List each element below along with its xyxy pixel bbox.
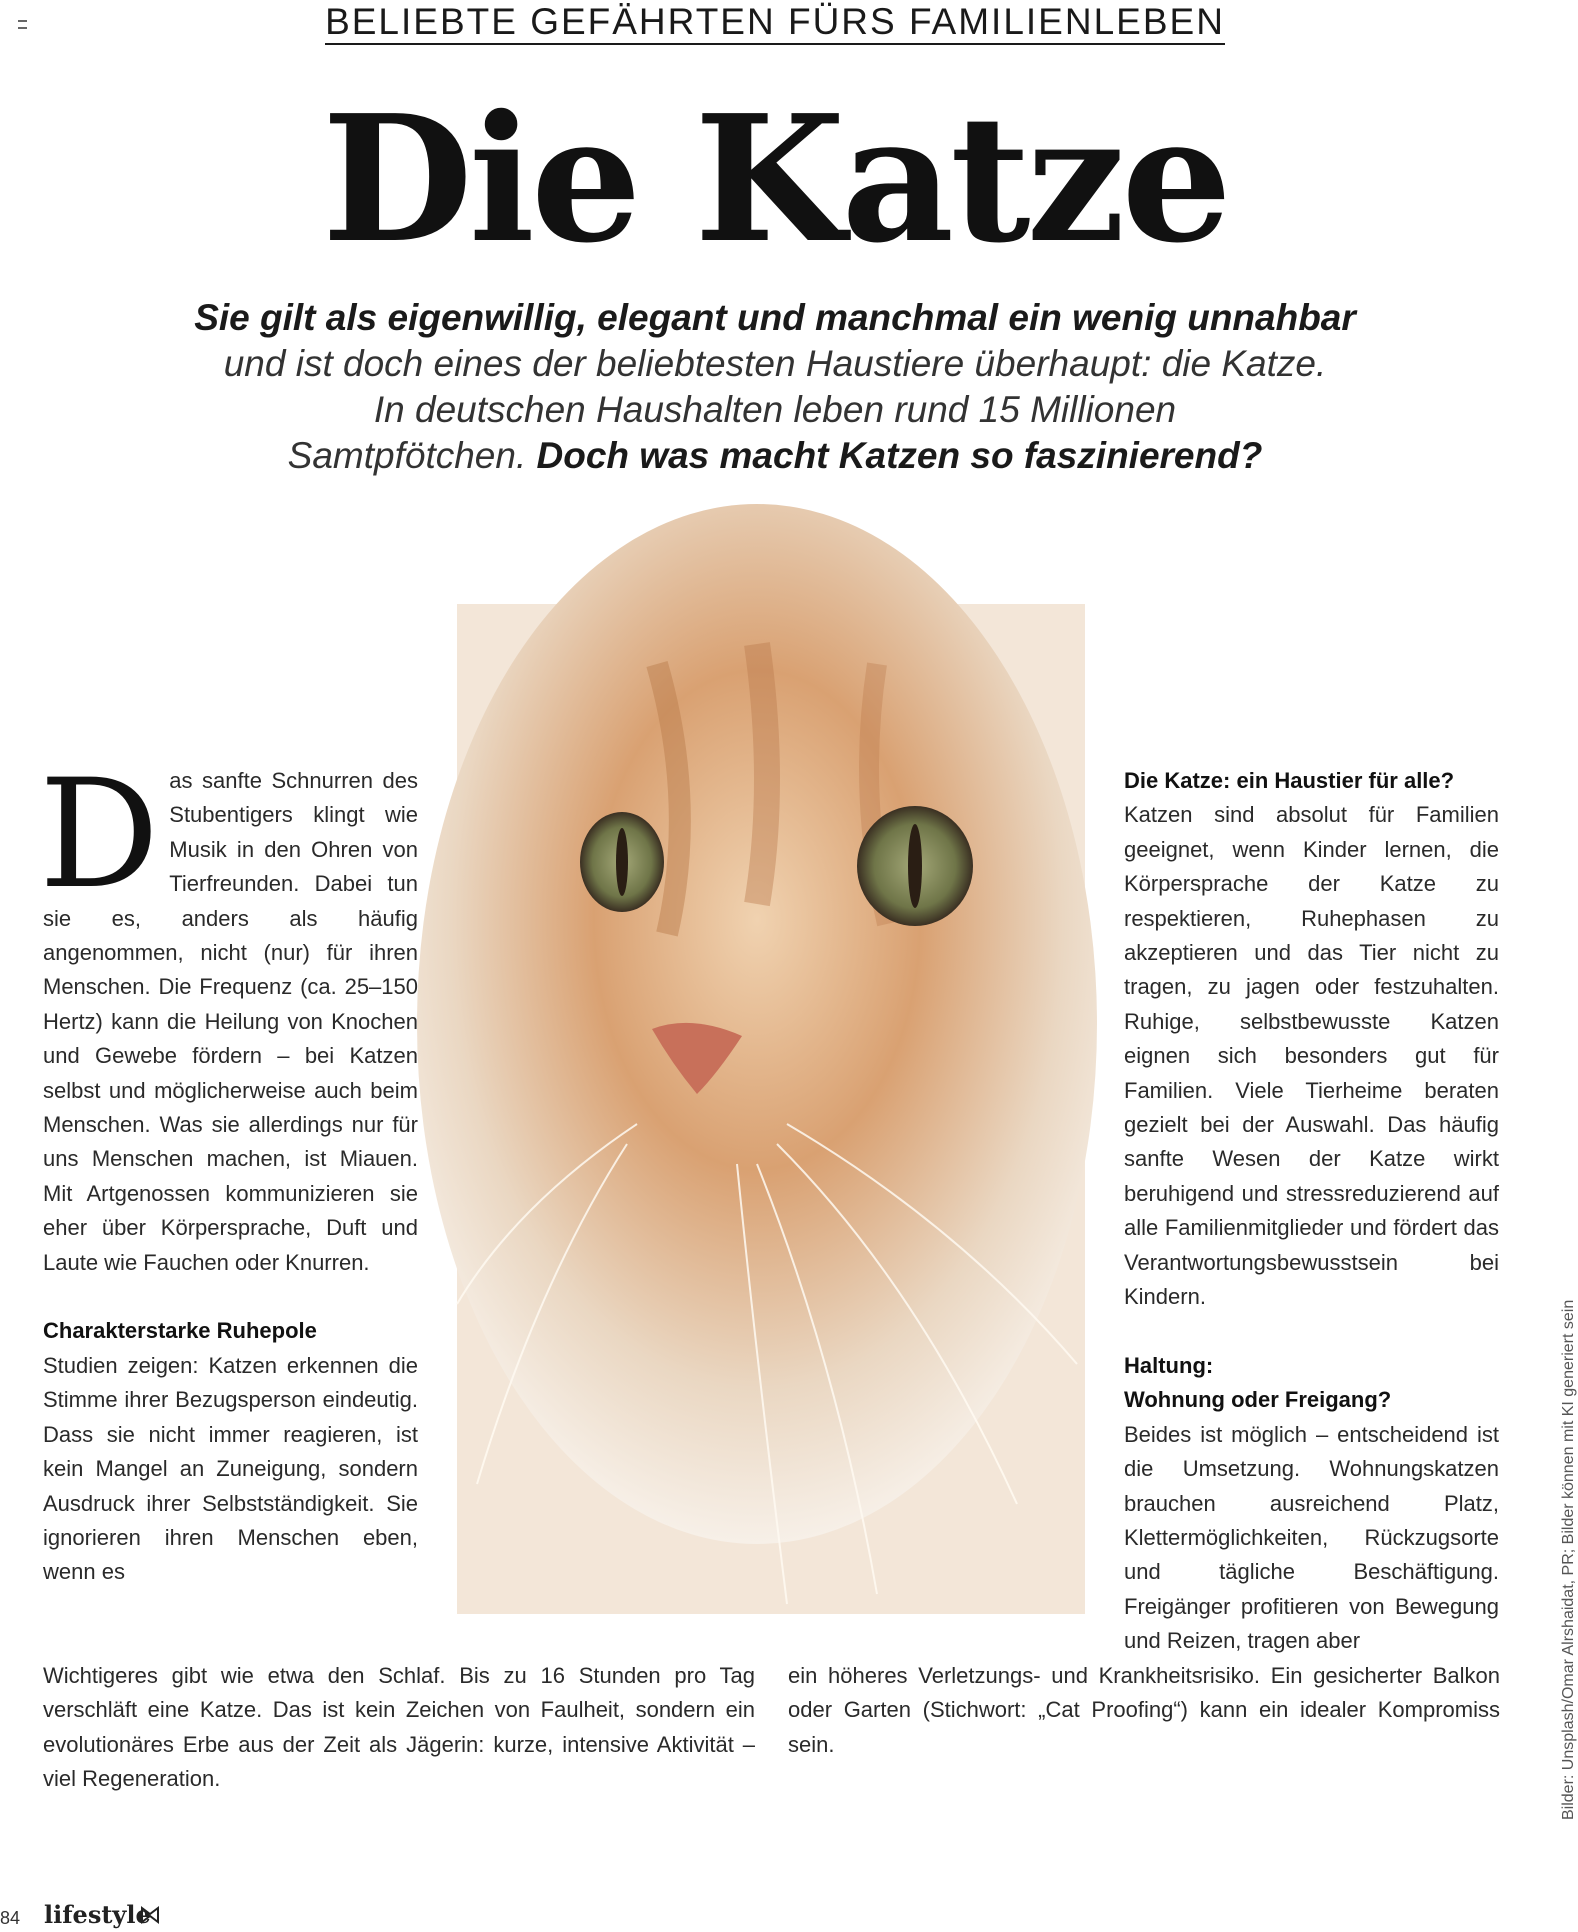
intro-line-2: und ist doch eines der beliebtesten Haustiere überhaupt: die Katze. — [223, 343, 1327, 384]
bottom-right-text: ein höheres Verletzungs- und Krankheitsrisiko. Ein gesicherter Balkon oder Garten (Stichwort: „Cat Proofing“) kann ein idealer Kompromiss sein. — [788, 1663, 1500, 1757]
right-heading-2-line-1: Haltung: — [1124, 1352, 1214, 1378]
bow-icon — [140, 1906, 160, 1929]
cat-illustration — [457, 604, 1085, 1614]
left-heading-2: Charakterstarke Ruhepole — [43, 1318, 317, 1344]
magazine-name: lifestyle — [44, 1900, 151, 1929]
spacer — [1124, 1315, 1499, 1349]
bottom-left-text: Wichtigeres gibt wie etwa den Schlaf. Bis zu 16 Stunden pro Tag verschläft eine Katze. Das ist kein Zeichen von Faulheit, sondern ein evolutionäres Erbe aus der Zeit als Jägerin: kurze, intensive Aktivität – viel Regeneration. — [43, 1663, 755, 1792]
image-credit: Bilder: Unsplash/Omar Alrshaidat, PR; Bilder können mit KI generiert sein — [1560, 1299, 1577, 1820]
intro-line-4-bold: Doch was macht Katzen so faszinierend? — [536, 435, 1263, 476]
kicker: BELIEBTE GEFÄHRTEN FÜRS FAMILIENLEBEN — [0, 0, 1550, 44]
right-heading-2-line-2: Wohnung oder Freigang? — [1124, 1387, 1392, 1413]
spacer — [43, 1280, 418, 1314]
dropcap: D — [39, 748, 160, 922]
intro-line-1: Sie gilt als eigenwillig, elegant und manchmal ein wenig unnahbar — [194, 297, 1356, 338]
left-para-2: Studien zeigen: Katzen erkennen die Stimme ihrer Bezugsperson eindeutig. Dass sie nicht immer reagieren, ist kein Mangel an Zuneigung, sondern Ausdruck ihrer Selbstständigkeit. Sie ignorieren ihren Menschen eben, wenn es — [43, 1352, 418, 1585]
cat-portrait-photo — [457, 604, 1085, 1614]
intro-line-4-light: Samtpfötchen. — [287, 435, 527, 476]
right-para-2: Beides ist möglich – entscheidend ist die Umsetzung. Wohnungskatzen brauchen ausreichend Platz, Klettermöglichkeiten, Rückzugsorte und tägliche Beschäftigung. Freigänger profitieren von Bewegung und Reizen, tragen aber — [1124, 1421, 1499, 1654]
left-para-1: as sanfte Schnurren des Stubentigers klingt wie Musik in den Ohren von Tierfreunden. Dabei tun sie es, anders als häufig angenommen, nicht (nur) für ihren Menschen. Die Frequenz (ca. 25–150 Hertz) kann die Heilung von Knochen und Gewebe fördern – bei Katzen selbst und möglicherweise auch beim Menschen. Was sie allerdings nur für uns Menschen machen, ist Miauen. Mit Artgenossen kommunizieren sie eher über Körpersprache, Duft und Laute wie Fauchen oder Knurren. — [43, 768, 418, 1275]
right-heading-1: Die Katze: ein Haustier für alle? — [1124, 768, 1455, 793]
left-column — [39, 748, 418, 1590]
right-para-1: Katzen sind absolut für Familien geeignet, wenn Kinder lernen, die Körpersprache der Katze zu respektieren, Ruhephasen zu akzeptieren und das Tier nicht zu tragen, zu jagen oder festzuhalten. Ruhige, selbstbewusste Katzen eignen sich besonders gut für Familien. Viele Tierheime beraten gezielt bei der Auswahl. Das häufig sanfte Wesen der Katze wirkt beruhigend und stressreduzierend auf alle Familienmitglieder und fördert das Verantwortungsbewusstsein bei Kindern. — [1124, 802, 1499, 1310]
intro-lead — [100, 295, 1450, 479]
right-column — [1124, 764, 1499, 1659]
page-title: Die Katze — [321, 78, 1229, 282]
page-number: 84 — [0, 1908, 21, 1928]
intro-line-3: In deutschen Haushalten leben rund 15 Millionen — [373, 389, 1177, 430]
